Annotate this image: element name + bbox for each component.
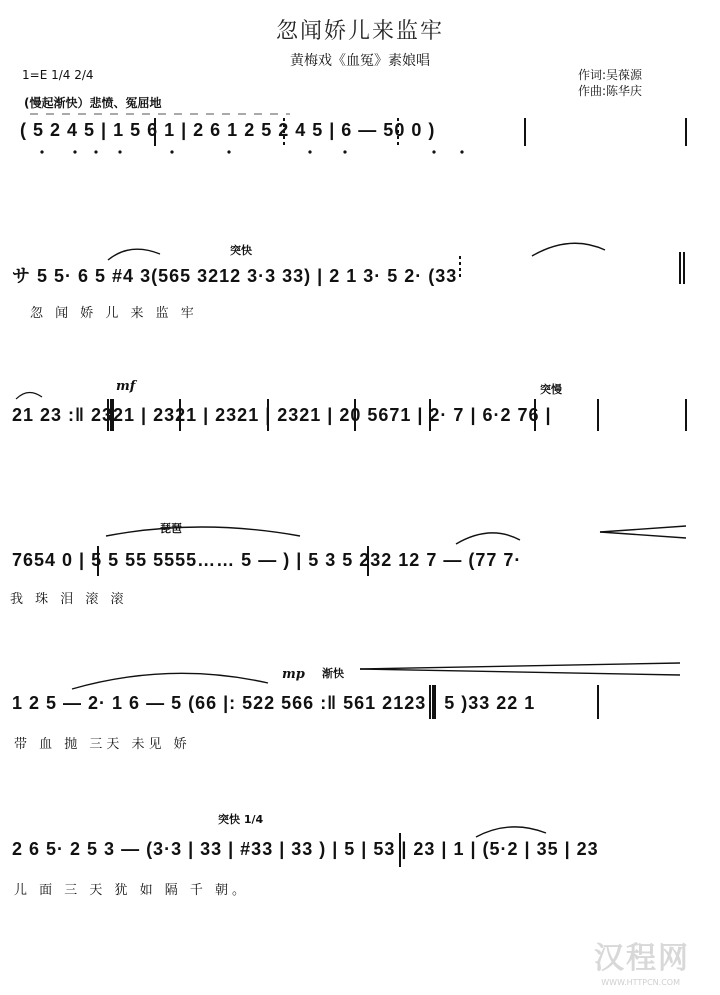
song-subtitle: 黄梅戏《血冤》素娘唱: [290, 53, 430, 69]
watermark-url: WWW.HTTPCN.COM: [601, 978, 680, 987]
system-5-lyrics: 带 血 抛 三天 未见 娇: [14, 737, 191, 752]
system-4-lyrics: 我 珠 泪 滚 滚: [10, 592, 128, 607]
system-6-notes: 2 6 5· 2 5 3 — (3·3 | 33 | #33 | 33 ) | 5 | 53 | 23 | 1 | (5·2 | 35 | 23: [12, 839, 599, 859]
tempo-expression: (慢起渐快）悲愤、冤屈地: [24, 96, 162, 110]
system-4-notes: 7654 0 | 5 5 55 5555…… 5 — ) | 5 3 5 232 12 7 — (77 7·: [12, 550, 522, 570]
tempo-mark-accelerando: 渐快: [322, 667, 344, 680]
system-3-notes: 21 23 :‖ 2321 | 2321 | 2321 | 2321 | 20 5671 | 2· 7 | 6·2 76 |: [12, 405, 552, 425]
watermark-logo: 汉程网: [594, 941, 690, 976]
tempo-mark-sudden-fast: 突快: [230, 244, 252, 257]
system-6-lyrics: 儿 面 三 天 犹 如 隔 千 朝。: [14, 883, 250, 898]
key-signature: 1=E 1/4 2/4: [22, 68, 94, 82]
system-1-notes: ( 5 2 4 5 | 1 5 6 1 | 2 6 1 2 5 2 4 5 | 6 — 50 0 ): [20, 120, 436, 140]
dynamics-mp: mp: [282, 667, 305, 682]
tempo-mark-sudden-fast-1-4: 突快 1/4: [218, 813, 264, 826]
system-2-notes: サ 5 5· 6 5 #4 3(565 3212 3·3 33) | 2 1 3· 5 2· (33: [12, 266, 458, 286]
lyricist-credit: 作词:吴葆源: [578, 68, 643, 82]
dynamics-mf: mf: [116, 379, 136, 394]
song-title: 忽闻娇儿来监牢: [275, 19, 444, 44]
system-2-lyrics: 忽 闻 娇 儿 来 监 牢: [30, 306, 198, 321]
instrument-mark-pipa: 琵琶: [160, 522, 182, 535]
composer-credit: 作曲:陈华庆: [578, 84, 643, 98]
system-5-notes: 1 2 5 — 2· 1 6 — 5 (66 |: 522 566 :‖ 561 2123 | 5 )33 22 1: [12, 693, 536, 713]
tempo-mark-sudden-slow: 突慢: [540, 383, 562, 396]
